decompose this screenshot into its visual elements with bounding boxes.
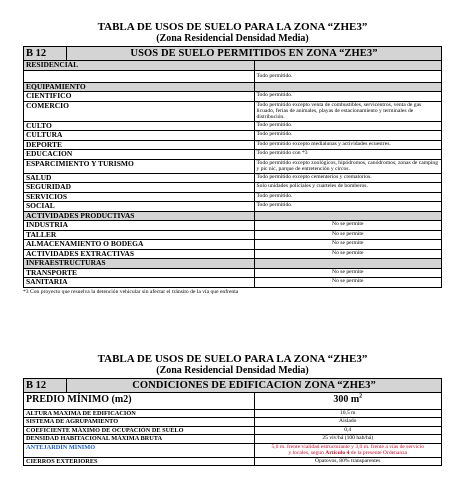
use-value: Todo permitido excepto medialunas y actividades ecuestres. — [254, 140, 442, 150]
land-use-table — [23, 46, 442, 288]
cierros-value: Opatovos, 80% transparentes — [254, 457, 442, 465]
use-value: No se permite — [254, 230, 442, 240]
antejardin-line2a: y locales, según — [288, 450, 326, 457]
table-row — [24, 278, 442, 288]
table2-code: B 12 — [24, 379, 67, 393]
table-row — [24, 268, 442, 278]
use-label: SEGURIDAD — [24, 183, 255, 193]
category-row — [24, 211, 442, 221]
table-row — [24, 150, 442, 160]
antejardin-line2c: de la presente Ordenanza — [349, 450, 408, 457]
use-value: Todo permitido. — [254, 202, 442, 212]
use-value: Todo permitido excepto cementerios y crematorios. — [254, 173, 442, 183]
antejardin-value — [254, 443, 442, 457]
use-value: No se permite — [254, 278, 442, 288]
condition-value: Aislado — [254, 418, 442, 426]
use-label: TALLER — [24, 230, 255, 240]
use-value: No se permite — [254, 268, 442, 278]
use-label: ALMACENAMIENTO O BODEGA — [24, 240, 255, 250]
table2-header-row — [24, 379, 442, 393]
use-label: SERVICIOS — [24, 192, 255, 202]
predio-value-text: 300 m — [333, 394, 360, 405]
table-row — [24, 202, 442, 212]
use-label: TRANSPORTE — [24, 268, 255, 278]
use-label: EQUIPAMIENTO — [24, 82, 255, 92]
table2-header: CONDICIONES DE EDIFICACION ZONA “ZHE3” — [67, 379, 442, 393]
use-value: No se permite — [254, 249, 442, 259]
predio-value-sup: 2 — [359, 393, 363, 400]
table-row — [24, 159, 442, 173]
land-use-section — [23, 21, 442, 296]
use-label: DEPORTE — [24, 140, 255, 150]
use-value: No se permite — [254, 221, 442, 231]
condition-label: SISTEMA DE AGRUPAMIENTO — [24, 418, 255, 426]
use-value: Todo permitido excepto venta de combustibles, servicentros, venta de gas licuado, ferias de animales, playas de estacionamiento y terminales de distribución. — [254, 101, 442, 121]
predio-row — [24, 393, 442, 410]
category-row — [24, 82, 442, 92]
table-row — [24, 173, 442, 183]
table1-title: TABLA DE USOS DE SUELO PARA LA ZONA “ZHE3” — [97, 21, 368, 33]
table-row — [24, 418, 442, 426]
use-value — [254, 61, 442, 71]
table-row — [24, 426, 442, 434]
use-value: Todo permitido excepto zoológicos, hipódromos, canódromos, zonas de camping y pic nic, parque de entretención y circos. — [254, 159, 442, 173]
use-value: Todo permitido. — [254, 131, 442, 141]
antejardin-article: Artículo 4 — [325, 450, 350, 457]
use-value: Solo unidades policiales y cuarteles de bomberos. — [254, 183, 442, 193]
use-label: ACTIVIDADES PRODUCTIVAS — [24, 211, 255, 221]
table-row — [24, 121, 442, 131]
use-value: No se permite — [254, 240, 442, 250]
use-value: Todo permitido. — [254, 192, 442, 202]
table-row — [24, 70, 442, 82]
table-row — [24, 92, 442, 102]
use-label: INFRAESTRUCTURAS — [24, 259, 255, 269]
building-conditions-section — [23, 353, 442, 466]
table1-code: B 12 — [24, 47, 67, 61]
condition-value: 10,5 m — [254, 410, 442, 418]
use-label: SALUD — [24, 173, 255, 183]
use-label: EDUCACION — [24, 150, 255, 160]
table-row — [24, 183, 442, 193]
use-label — [24, 70, 255, 82]
use-label: COMERCIO — [24, 101, 255, 121]
table-row — [24, 230, 442, 240]
table-row — [24, 240, 442, 250]
use-value: Todo permitido con *3 — [254, 150, 442, 160]
condition-value: 25 viv/há (100 hab/há) — [254, 435, 442, 443]
condition-label: DENSIDAD HABITACIONAL MÁXIMA BRUTA — [24, 435, 255, 443]
table-row — [24, 131, 442, 141]
use-label: SOCIAL — [24, 202, 255, 212]
use-value: Todo permitido. — [254, 92, 442, 102]
table-row — [24, 435, 442, 443]
antejardin-label: ANTEJARDÍN MÍNIMO — [24, 443, 255, 457]
use-label: RESIDENCIAL — [24, 61, 255, 71]
use-label: ESPARCIMIENTO Y TURISMO — [24, 159, 255, 173]
use-label: CIENTIFICO — [24, 92, 255, 102]
predio-label: PREDIO MÍNIMO (m2) — [24, 393, 255, 410]
category-row — [24, 61, 442, 71]
condition-label: COEFICIENTE MÁXIMO DE OCUPACIÓN DE SUELO — [24, 426, 255, 434]
antejardin-line1: 5,0 m. frente vialidad estructurante y 3,0 m. frente a vías de servicio — [271, 443, 425, 450]
use-label: SANITARIA — [24, 278, 255, 288]
antejardin-line2 — [257, 450, 440, 457]
table-row — [24, 221, 442, 231]
use-value: Todo permitido. — [254, 121, 442, 131]
table1-footnote: *3 Con proyecto que resuelva la detención vehicular sin afectar el tránsito de la vía que enfrenta — [23, 288, 239, 295]
use-value — [254, 211, 442, 221]
use-value: Todo permitido. — [254, 70, 442, 82]
table2-title: TABLA DE USOS DE SUELO PARA LA ZONA “ZHE3” — [97, 353, 368, 365]
use-label: CULTURA — [24, 131, 255, 141]
cierros-row — [24, 457, 442, 465]
cierros-label: CIERROS EXTERIORES — [24, 457, 255, 465]
table-row — [24, 140, 442, 150]
table2-subtitle: (Zona Residencial Densidad Media) — [156, 365, 309, 376]
table-row — [24, 410, 442, 418]
table1-header: USOS DE SUELO PERMITIDOS EN ZONA “ZHE3” — [67, 47, 442, 61]
antejardin-row — [24, 443, 442, 457]
table-row — [24, 249, 442, 259]
table1-subtitle: (Zona Residencial Densidad Media) — [156, 33, 309, 44]
condition-label: ALTURA MAXIMA DE EDIFICACIÓN — [24, 410, 255, 418]
table-row — [24, 192, 442, 202]
use-label: ACTIVIDADES EXTRACTIVAS — [24, 249, 255, 259]
use-label: INDUSTRIA — [24, 221, 255, 231]
use-label: CULTO — [24, 121, 255, 131]
condition-value: 0,4 — [254, 426, 442, 434]
use-value — [254, 82, 442, 92]
table1-header-row — [24, 47, 442, 61]
table-row — [24, 101, 442, 121]
building-conditions-table — [23, 378, 442, 466]
category-row — [24, 259, 442, 269]
predio-value — [254, 393, 442, 410]
use-value — [254, 259, 442, 269]
